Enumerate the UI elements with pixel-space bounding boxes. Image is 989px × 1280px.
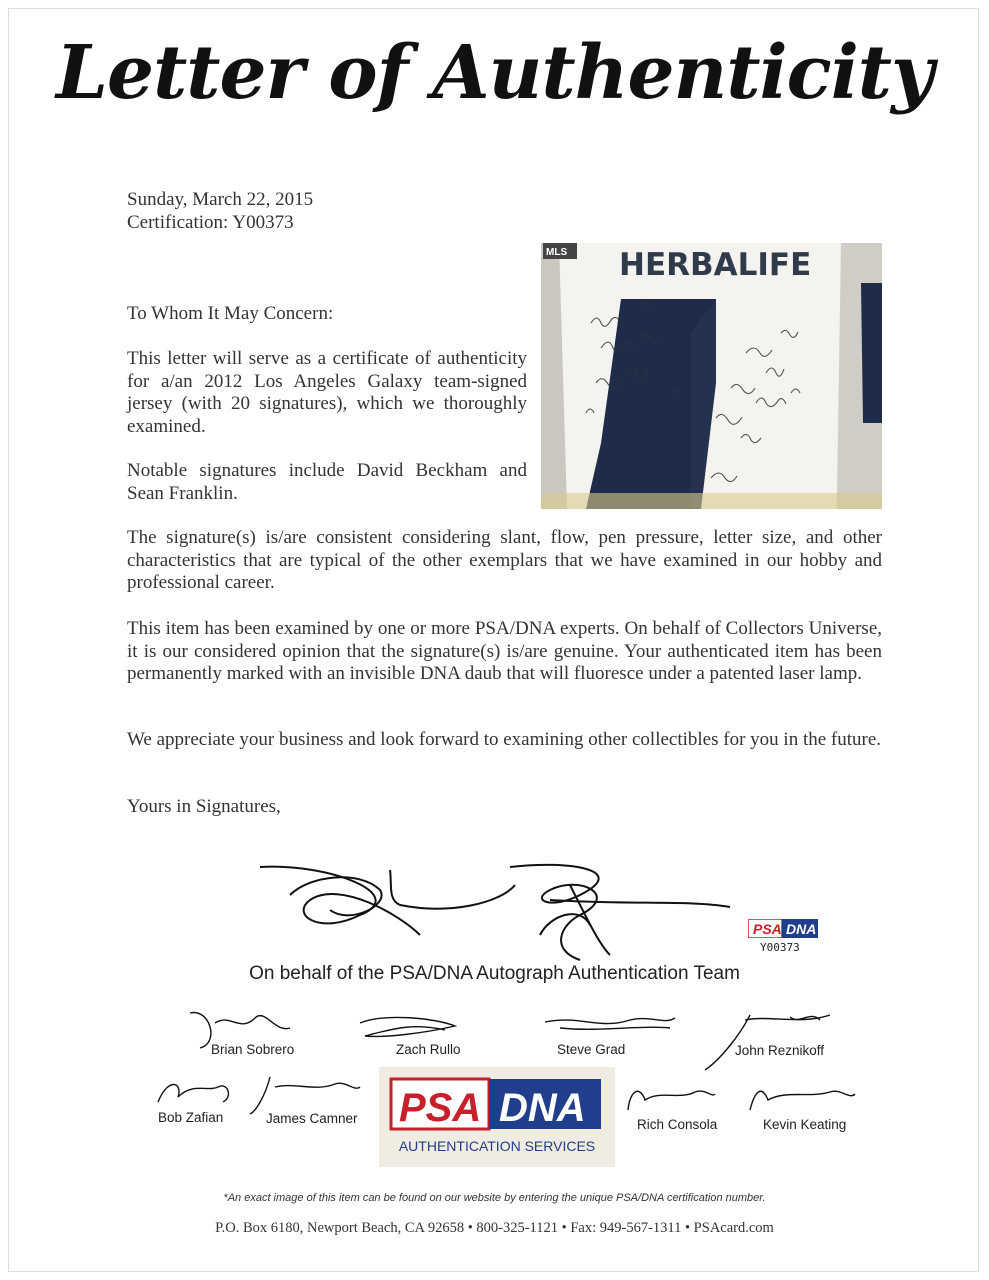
paragraph-examination: This item has been examined by one or more PSA/DNA experts. On behalf of Collectors Universe, it is our considered opinion that the signature(s) is/are genuine. Your authenticated item has been permanently marked with an invisible DNA daub that will fluoresce under a patented laser lamp. bbox=[127, 618, 882, 684]
team-member-name: Steve Grad bbox=[557, 1042, 626, 1057]
paragraph-intro: This letter will serve as a certificate of authenticity for a/an 2012 Los Angeles Galaxy team-signed jersey (with 20 signatures), which we thoroughly examined. bbox=[127, 348, 527, 437]
team-member-name: Zach Rullo bbox=[396, 1042, 461, 1057]
letter-date: Sunday, March 22, 2015 bbox=[127, 189, 314, 210]
badge-cert-number: Y00373 bbox=[760, 941, 800, 954]
letter-meta bbox=[127, 188, 313, 234]
psa-dna-logo bbox=[379, 1067, 615, 1167]
team-line: On behalf of the PSA/DNA Autograph Authentication Team bbox=[249, 963, 740, 984]
signature-scribble bbox=[740, 1080, 860, 1118]
salutation: To Whom It May Concern: bbox=[127, 303, 334, 324]
svg-text:PSA: PSA bbox=[399, 1086, 482, 1130]
footer-address: P.O. Box 6180, Newport Beach, CA 92658 • 800-325-1121 • Fax: 949-567-1311 • PSAcard.com bbox=[215, 1220, 774, 1236]
team-member-name: Kevin Keating bbox=[763, 1117, 847, 1132]
team-member-name: Bob Zafian bbox=[158, 1110, 224, 1125]
footnote: *An exact image of this item can be found on our website by entering the unique PSA/DNA certification number. bbox=[223, 1192, 766, 1204]
svg-text:PSA: PSA bbox=[753, 921, 782, 937]
team-member-name: Brian Sobrero bbox=[211, 1042, 295, 1057]
paragraph-notable: Notable signatures include David Beckham and Sean Franklin. bbox=[127, 460, 527, 504]
certification-number: Certification: Y00373 bbox=[127, 212, 294, 233]
main-signature bbox=[250, 855, 810, 965]
jersey-photo bbox=[541, 243, 882, 509]
team-member-name: James Camner bbox=[266, 1111, 358, 1126]
mls-badge: MLS bbox=[546, 247, 568, 258]
signature-scribble bbox=[700, 1005, 840, 1075]
svg-text:DNA: DNA bbox=[786, 921, 817, 937]
paragraph-consistency: The signature(s) is/are consistent considering slant, flow, pen pressure, letter size, and other characteristics that are typical of the other exemplars that we have examined in our hobby and professional career. bbox=[127, 527, 882, 593]
psa-dna-badge bbox=[748, 919, 818, 938]
team-member-name: Rich Consola bbox=[637, 1117, 718, 1132]
signature-scribble bbox=[148, 1072, 238, 1112]
signature-scribble bbox=[620, 1080, 720, 1118]
paragraph-appreciation: We appreciate your business and look forward to examining other collectibles for you in the future. bbox=[127, 729, 882, 750]
jersey-sponsor: HERBALIFE bbox=[619, 247, 812, 283]
svg-text:AUTHENTICATION SERVICES: AUTHENTICATION SERVICES bbox=[398, 1138, 596, 1154]
signature-scribble bbox=[540, 1010, 680, 1040]
svg-text:DNA: DNA bbox=[499, 1086, 586, 1130]
team-member-name: John Reznikoff bbox=[735, 1043, 825, 1058]
page-title: Letter of Authenticity bbox=[56, 30, 933, 116]
closing: Yours in Signatures, bbox=[127, 796, 281, 817]
